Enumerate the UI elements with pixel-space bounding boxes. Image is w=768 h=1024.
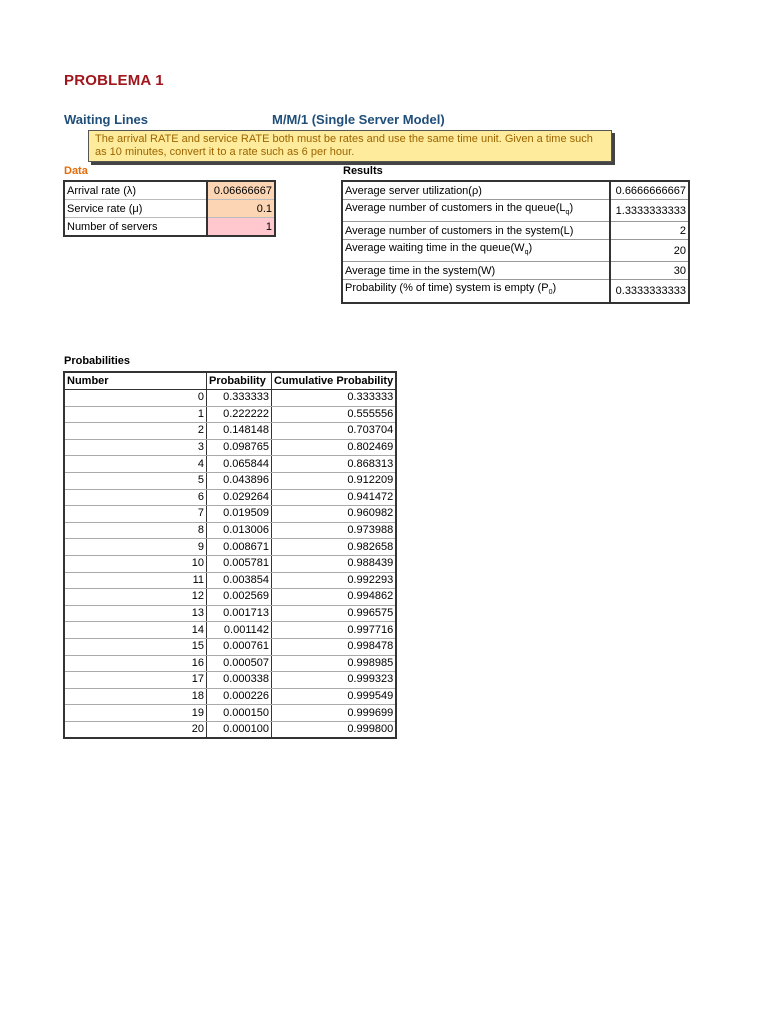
data-row-value[interactable]: 0.06666667	[207, 181, 275, 200]
header-probability[interactable]: Probability	[207, 372, 272, 390]
page-title: PROBLEMA 1	[64, 72, 164, 89]
cell-cumulative[interactable]: 0.973988	[272, 522, 397, 539]
cell-cumulative[interactable]: 0.333333	[272, 390, 397, 407]
cell-cumulative[interactable]: 0.994862	[272, 589, 397, 606]
cell-cumulative[interactable]: 0.868313	[272, 456, 397, 473]
cell-probability[interactable]: 0.222222	[207, 406, 272, 423]
cell-probability[interactable]: 0.000150	[207, 705, 272, 722]
results-row-label[interactable]	[342, 222, 610, 240]
cell-cumulative[interactable]: 0.998478	[272, 638, 397, 655]
cell-number[interactable]: 14	[64, 622, 207, 639]
data-row-value[interactable]: 0.1	[207, 200, 275, 218]
data-row	[64, 200, 275, 218]
results-label: Results	[343, 165, 383, 177]
cell-number[interactable]: 12	[64, 589, 207, 606]
cell-probability[interactable]: 0.001142	[207, 622, 272, 639]
data-table	[63, 180, 276, 237]
results-row	[342, 262, 689, 280]
cell-number[interactable]: 6	[64, 489, 207, 506]
table-row	[64, 721, 396, 738]
cell-cumulative[interactable]: 0.999323	[272, 672, 397, 689]
cell-probability[interactable]: 0.013006	[207, 522, 272, 539]
cell-number[interactable]: 4	[64, 456, 207, 473]
cell-probability[interactable]: 0.000507	[207, 655, 272, 672]
results-label-text: Average server utilization(ρ)	[345, 184, 482, 197]
cell-cumulative[interactable]: 0.999699	[272, 705, 397, 722]
cell-number[interactable]: 8	[64, 522, 207, 539]
data-row	[64, 218, 275, 237]
probabilities-table	[63, 371, 397, 739]
results-label-subscript: q	[565, 209, 570, 217]
table-row	[64, 472, 396, 489]
results-label-tail: )	[569, 202, 574, 214]
cell-cumulative[interactable]: 0.555556	[272, 406, 397, 423]
results-row-label[interactable]	[342, 181, 610, 200]
results-row-label[interactable]	[342, 200, 610, 222]
cell-number[interactable]: 3	[64, 439, 207, 456]
cell-cumulative[interactable]: 0.998985	[272, 655, 397, 672]
cell-number[interactable]: 9	[64, 539, 207, 556]
cell-probability[interactable]: 0.000761	[207, 638, 272, 655]
results-row-value[interactable]: 0.3333333333	[610, 280, 689, 303]
cell-number[interactable]: 5	[64, 472, 207, 489]
cell-number[interactable]: 13	[64, 605, 207, 622]
table-row	[64, 539, 396, 556]
results-row	[342, 280, 689, 303]
table-row	[64, 705, 396, 722]
results-label-subscript: q	[524, 249, 529, 257]
cell-cumulative[interactable]: 0.802469	[272, 439, 397, 456]
results-row	[342, 181, 689, 200]
table-row	[64, 439, 396, 456]
table-row	[64, 672, 396, 689]
cell-probability[interactable]: 0.043896	[207, 472, 272, 489]
results-row-value[interactable]: 20	[610, 240, 689, 262]
cell-number[interactable]: 17	[64, 672, 207, 689]
cell-probability[interactable]: 0.000226	[207, 688, 272, 705]
results-row-label[interactable]	[342, 240, 610, 262]
cell-probability[interactable]: 0.148148	[207, 423, 272, 440]
cell-cumulative[interactable]: 0.912209	[272, 472, 397, 489]
cell-probability[interactable]: 0.001713	[207, 605, 272, 622]
results-table	[341, 180, 690, 304]
probabilities-label: Probabilities	[64, 355, 131, 367]
cell-cumulative[interactable]: 0.999800	[272, 721, 397, 738]
cell-cumulative[interactable]: 0.999549	[272, 688, 397, 705]
results-label-text: Average number of customers in the system(L)	[345, 224, 574, 237]
header-number[interactable]: Number	[64, 372, 207, 390]
table-row	[64, 638, 396, 655]
cell-number[interactable]: 7	[64, 506, 207, 523]
cell-probability[interactable]: 0.019509	[207, 506, 272, 523]
cell-number[interactable]: 11	[64, 572, 207, 589]
table-row	[64, 456, 396, 473]
cell-probability[interactable]: 0.000100	[207, 721, 272, 738]
cell-number[interactable]: 1	[64, 406, 207, 423]
cell-cumulative[interactable]: 0.941472	[272, 489, 397, 506]
table-row	[64, 605, 396, 622]
results-label-text: Average number of customers in the queue(L	[345, 202, 566, 214]
results-row-label[interactable]	[342, 280, 610, 303]
results-row	[342, 222, 689, 240]
model-title: M/M/1 (Single Server Model)	[272, 112, 445, 127]
results-row-value[interactable]: 2	[610, 222, 689, 240]
table-row	[64, 489, 396, 506]
data-row-value[interactable]: 1	[207, 218, 275, 237]
results-row-value[interactable]: 30	[610, 262, 689, 280]
cell-number[interactable]: 10	[64, 555, 207, 572]
results-label-text: Average waiting time in the queue(W	[345, 242, 525, 255]
cell-number[interactable]: 19	[64, 705, 207, 722]
cell-probability[interactable]: 0.029264	[207, 489, 272, 506]
section-title: Waiting Lines	[64, 112, 149, 127]
data-row-label[interactable]: Service rate (μ)	[64, 200, 207, 218]
cell-cumulative[interactable]: 0.982658	[272, 539, 397, 556]
data-row-label[interactable]: Number of servers	[64, 218, 207, 237]
results-row-label[interactable]	[342, 262, 610, 280]
cell-number[interactable]: 2	[64, 423, 207, 440]
cell-number[interactable]: 15	[64, 638, 207, 655]
cell-number[interactable]: 20	[64, 721, 207, 738]
cell-cumulative[interactable]: 0.960982	[272, 506, 397, 523]
table-row	[64, 622, 396, 639]
cell-number[interactable]: 18	[64, 688, 207, 705]
table-row	[64, 522, 396, 539]
results-label-subscript: 0	[548, 289, 553, 297]
results-row-value[interactable]: 1.3333333333	[610, 200, 689, 222]
table-row	[64, 555, 396, 572]
table-row	[64, 423, 396, 440]
results-label-tail: )	[552, 282, 557, 295]
cell-number[interactable]: 16	[64, 655, 207, 672]
cell-cumulative[interactable]: 0.997716	[272, 622, 397, 639]
cell-probability[interactable]: 0.003854	[207, 572, 272, 589]
instruction-note: The arrival RATE and service RATE both must be rates and use the same time unit. Given a time such as 10 minutes, convert it to a rate such as 6 per hour.	[88, 130, 612, 162]
table-row	[64, 406, 396, 423]
table-row	[64, 589, 396, 606]
cell-probability[interactable]: 0.065844	[207, 456, 272, 473]
cell-probability[interactable]: 0.098765	[207, 439, 272, 456]
results-row-value[interactable]: 0.6666666667	[610, 181, 689, 200]
cell-number[interactable]: 0	[64, 390, 207, 407]
table-row	[64, 572, 396, 589]
table-row	[64, 506, 396, 523]
data-label: Data	[64, 165, 88, 177]
header-cumulative-probability[interactable]: Cumulative Probability	[272, 372, 397, 390]
cell-probability[interactable]: 0.005781	[207, 555, 272, 572]
results-label-text: Average time in the system(W)	[345, 264, 496, 277]
results-label-text: Probability (% of time) system is empty (P	[345, 282, 549, 295]
table-row	[64, 390, 396, 407]
cell-probability[interactable]: 0.000338	[207, 672, 272, 689]
cell-cumulative[interactable]: 0.988439	[272, 555, 397, 572]
table-row	[64, 655, 396, 672]
results-label-tail: )	[528, 242, 533, 255]
cell-probability[interactable]: 0.008671	[207, 539, 272, 556]
cell-probability[interactable]: 0.002569	[207, 589, 272, 606]
cell-cumulative[interactable]: 0.703704	[272, 423, 397, 440]
results-row	[342, 200, 689, 222]
cell-cumulative[interactable]: 0.992293	[272, 572, 397, 589]
results-row	[342, 240, 689, 262]
cell-cumulative[interactable]: 0.996575	[272, 605, 397, 622]
table-row	[64, 688, 396, 705]
data-row-label[interactable]: Arrival rate (λ)	[64, 181, 207, 200]
cell-probability[interactable]: 0.333333	[207, 390, 272, 407]
data-row	[64, 181, 275, 200]
